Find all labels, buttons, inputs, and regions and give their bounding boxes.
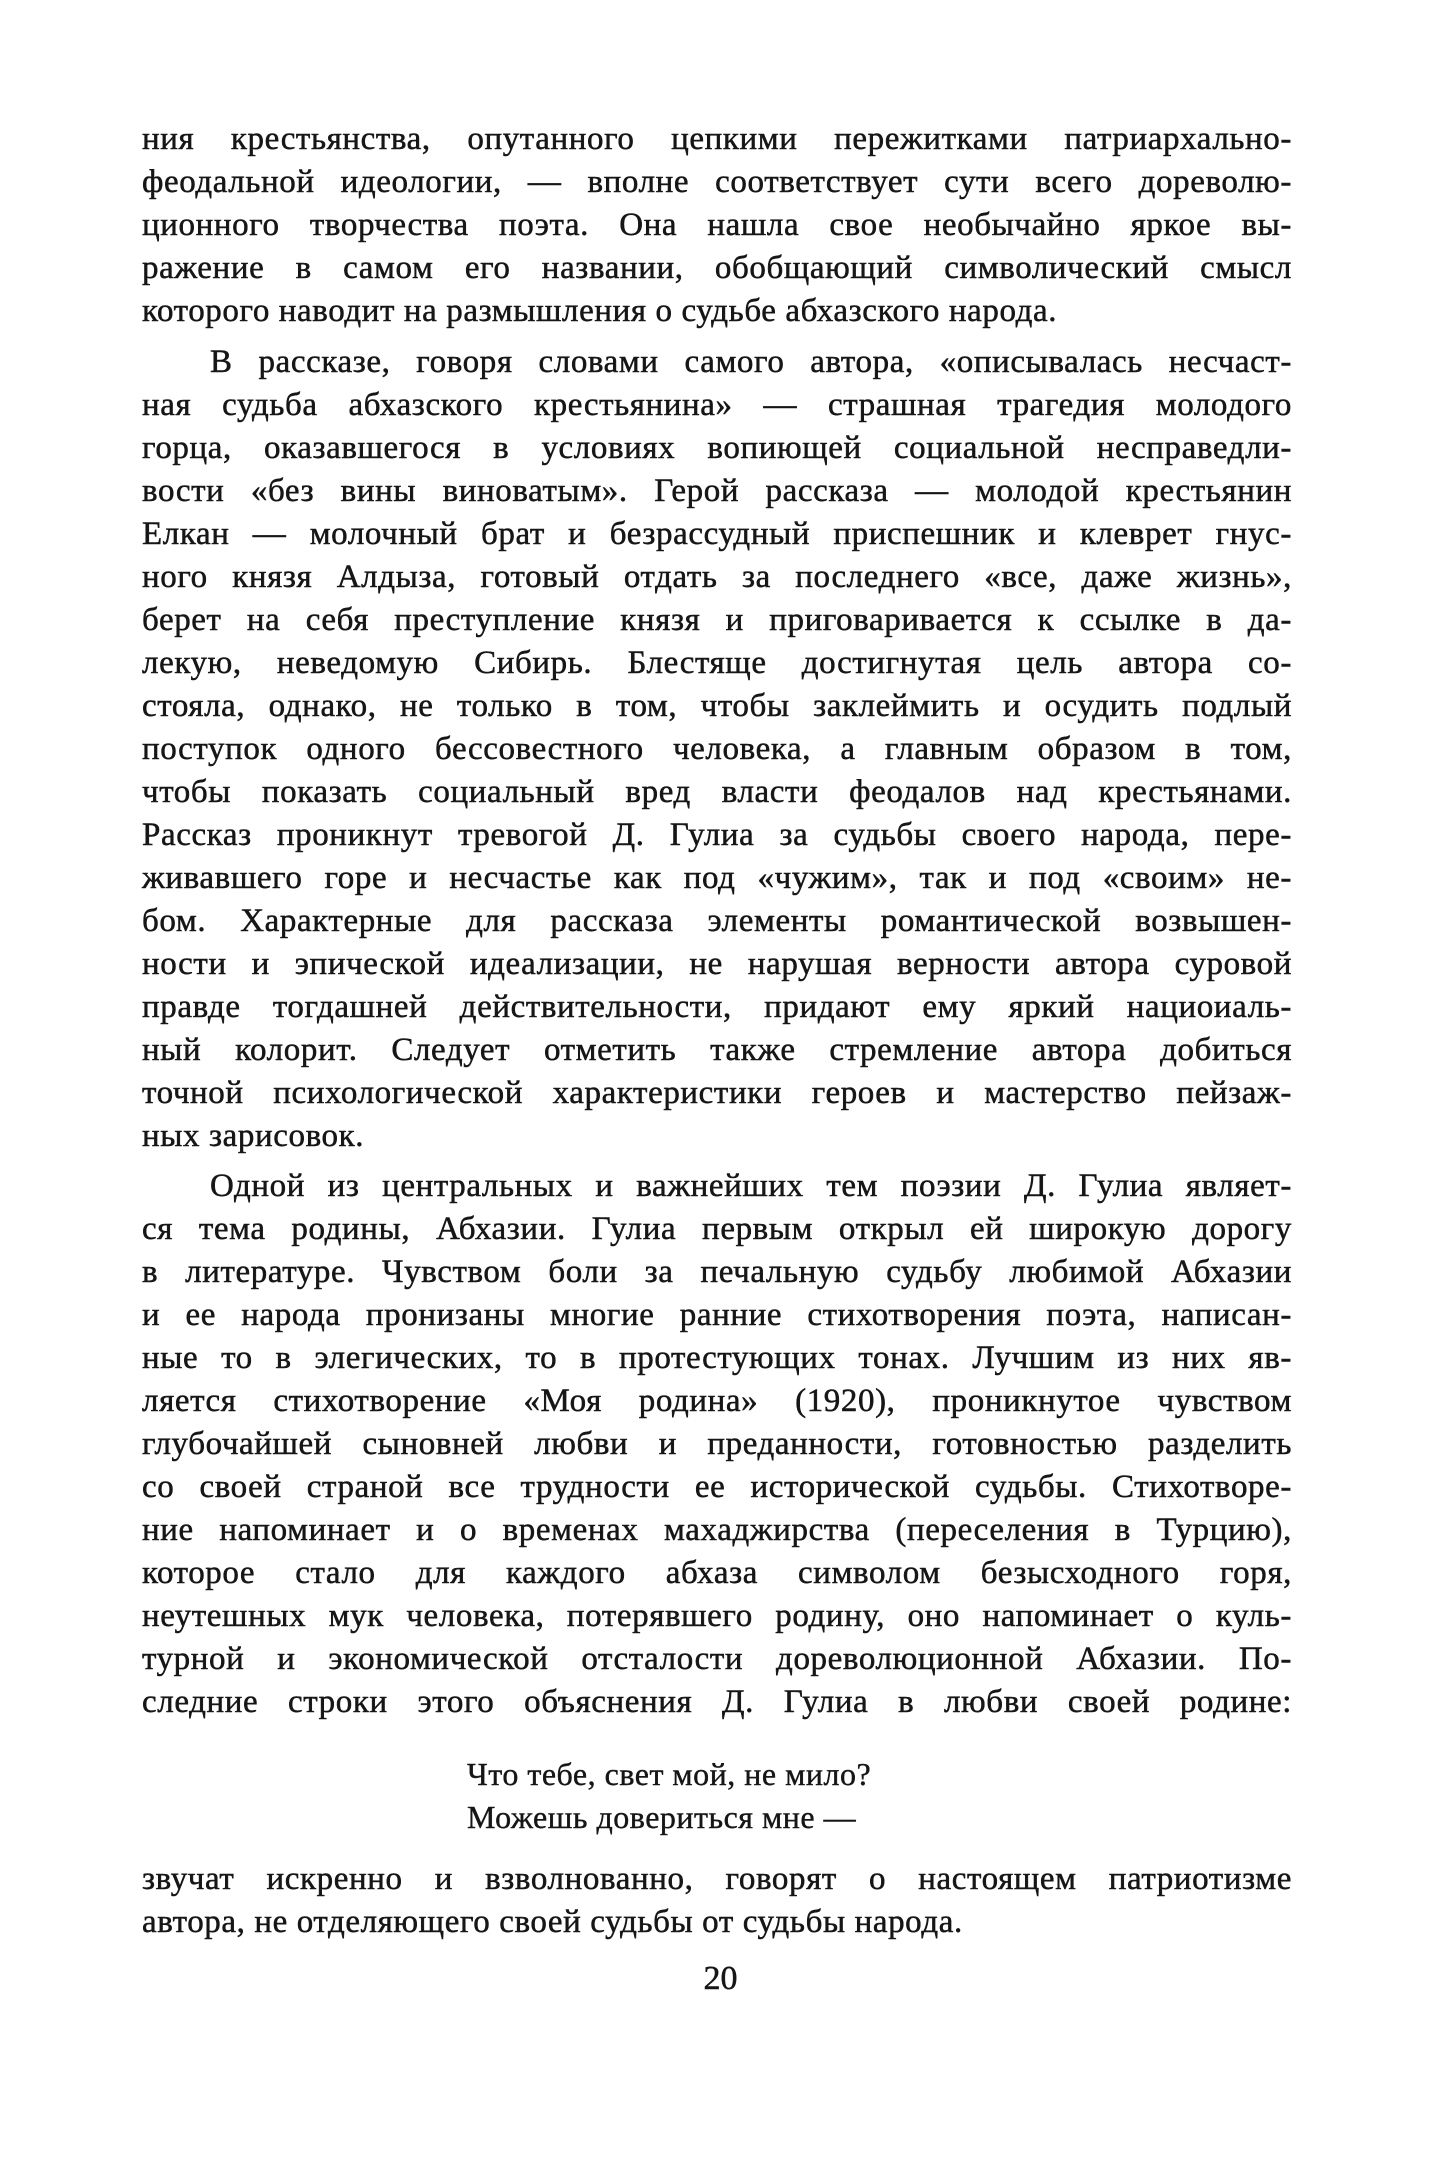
text-line: горца, оказавшегося в условиях вопиющей социальной несправедли- bbox=[142, 430, 1292, 466]
text-line: звучат искренно и взволнованно, говорят о настоящем патриотизме bbox=[142, 1861, 1292, 1897]
text-line: ние напоминает и о временах махаджирства (переселения в Турцию), bbox=[142, 1512, 1292, 1548]
paragraph-story-analysis bbox=[142, 341, 1292, 1158]
text-line: живавшего горе и несчастье как под «чужим», так и под «своим» не- bbox=[142, 860, 1292, 896]
text-line: ности и эпической идеализации, не нарушая верности автора суровой bbox=[142, 946, 1292, 982]
text-line: феодальной идеологии, — вполне соответствует сути всего дореволю- bbox=[142, 164, 1292, 200]
text-line: Елкан — молочный брат и безрассудный приспешник и клеврет гнус- bbox=[142, 516, 1292, 552]
text-line: со своей страной все трудности ее исторической судьбы. Стихотворе- bbox=[142, 1469, 1292, 1505]
text-line: ная судьба абхазского крестьянина» — страшная трагедия молодого bbox=[142, 387, 1292, 423]
text-line: стояла, однако, не только в том, чтобы заклеймить и осудить подлый bbox=[142, 688, 1292, 724]
text-line: лекую, неведомую Сибирь. Блестяще достигнутая цель автора со- bbox=[142, 645, 1292, 681]
paragraph-homeland-theme bbox=[142, 1165, 1292, 1724]
text-line: ные то в элегических, то в протестующих тонах. Лучшим из них яв- bbox=[142, 1340, 1292, 1376]
text-line: неутешных мук человека, потерявшего родину, оно напоминает о куль- bbox=[142, 1598, 1292, 1634]
text-line: вости «без вины виноватым». Герой рассказа — молодой крестьянин bbox=[142, 473, 1292, 509]
text-line: бом. Характерные для рассказа элементы романтической возвышен- bbox=[142, 903, 1292, 939]
text-line: автора, не отделяющего своей судьбы от судьбы народа. bbox=[142, 1904, 963, 1940]
text-line: ный колорит. Следует отметить также стремление автора добиться bbox=[142, 1032, 1292, 1068]
verse-line: Можешь довериться мне — bbox=[467, 1799, 857, 1835]
text-line: правде тогдашней действительности, придают ему яркий нациоиаль- bbox=[142, 989, 1292, 1025]
text-line: ся тема родины, Абхазии. Гулиа первым открыл ей широкую дорогу bbox=[142, 1211, 1292, 1247]
verse-line: Что тебе, свет мой, не мило? bbox=[467, 1756, 872, 1792]
text-line: и ее народа пронизаны многие ранние стихотворения поэта, написан- bbox=[142, 1297, 1292, 1333]
text-line: чтобы показать социальный вред власти феодалов над крестьянами. bbox=[142, 774, 1292, 810]
text-line: Рассказ проникнут тревогой Д. Гулиа за судьбы своего народа, пере- bbox=[142, 817, 1292, 853]
paragraph-conclusion bbox=[142, 1858, 1292, 1944]
text-line: которого наводит на размышления о судьбе абхазского народа. bbox=[142, 293, 1058, 329]
verse-quote bbox=[467, 1753, 871, 1839]
text-line: турной и экономической отсталости дореволюционной Абхазии. По- bbox=[142, 1641, 1292, 1677]
text-line: ных зарисовок. bbox=[142, 1118, 365, 1154]
text-line: глубочайшей сыновней любви и преданности, готовностью разделить bbox=[142, 1426, 1292, 1462]
text-line: ционного творчества поэта. Она нашла свое необычайно яркое вы- bbox=[142, 207, 1292, 243]
text-line: в литературе. Чувством боли за печальную судьбу любимой Абхазии bbox=[142, 1254, 1292, 1290]
text-line: В рассказе, говоря словами самого автора, «описывалась несчаст- bbox=[210, 344, 1292, 380]
text-line: Одной из центральных и важнейших тем поэзии Д. Гулиа являет- bbox=[210, 1168, 1292, 1204]
text-line: ляется стихотворение «Моя родина» (1920), проникнутое чувством bbox=[142, 1383, 1292, 1419]
text-line: ного князя Алдыза, готовый отдать за последнего «все, даже жизнь», bbox=[142, 559, 1292, 595]
text-line: поступок одного бессовестного человека, а главным образом в том, bbox=[142, 731, 1292, 767]
text-line: точной психологической характеристики героев и мастерство пейзаж- bbox=[142, 1075, 1292, 1111]
text-line: берет на себя преступление князя и приговаривается к ссылке в да- bbox=[142, 602, 1292, 638]
text-line: которое стало для каждого абхаза символом безысходного горя, bbox=[142, 1555, 1292, 1591]
text-line: следние строки этого объяснения Д. Гулиа в любви своей родине: bbox=[142, 1684, 1292, 1720]
text-line: ния крестьянства, опутанного цепкими пережитками патриархально- bbox=[142, 121, 1292, 157]
page-number: 20 bbox=[703, 1960, 738, 1997]
paragraph-continuation bbox=[142, 118, 1292, 333]
text-line: ражение в самом его названии, обобщающий символический смысл bbox=[142, 250, 1292, 286]
